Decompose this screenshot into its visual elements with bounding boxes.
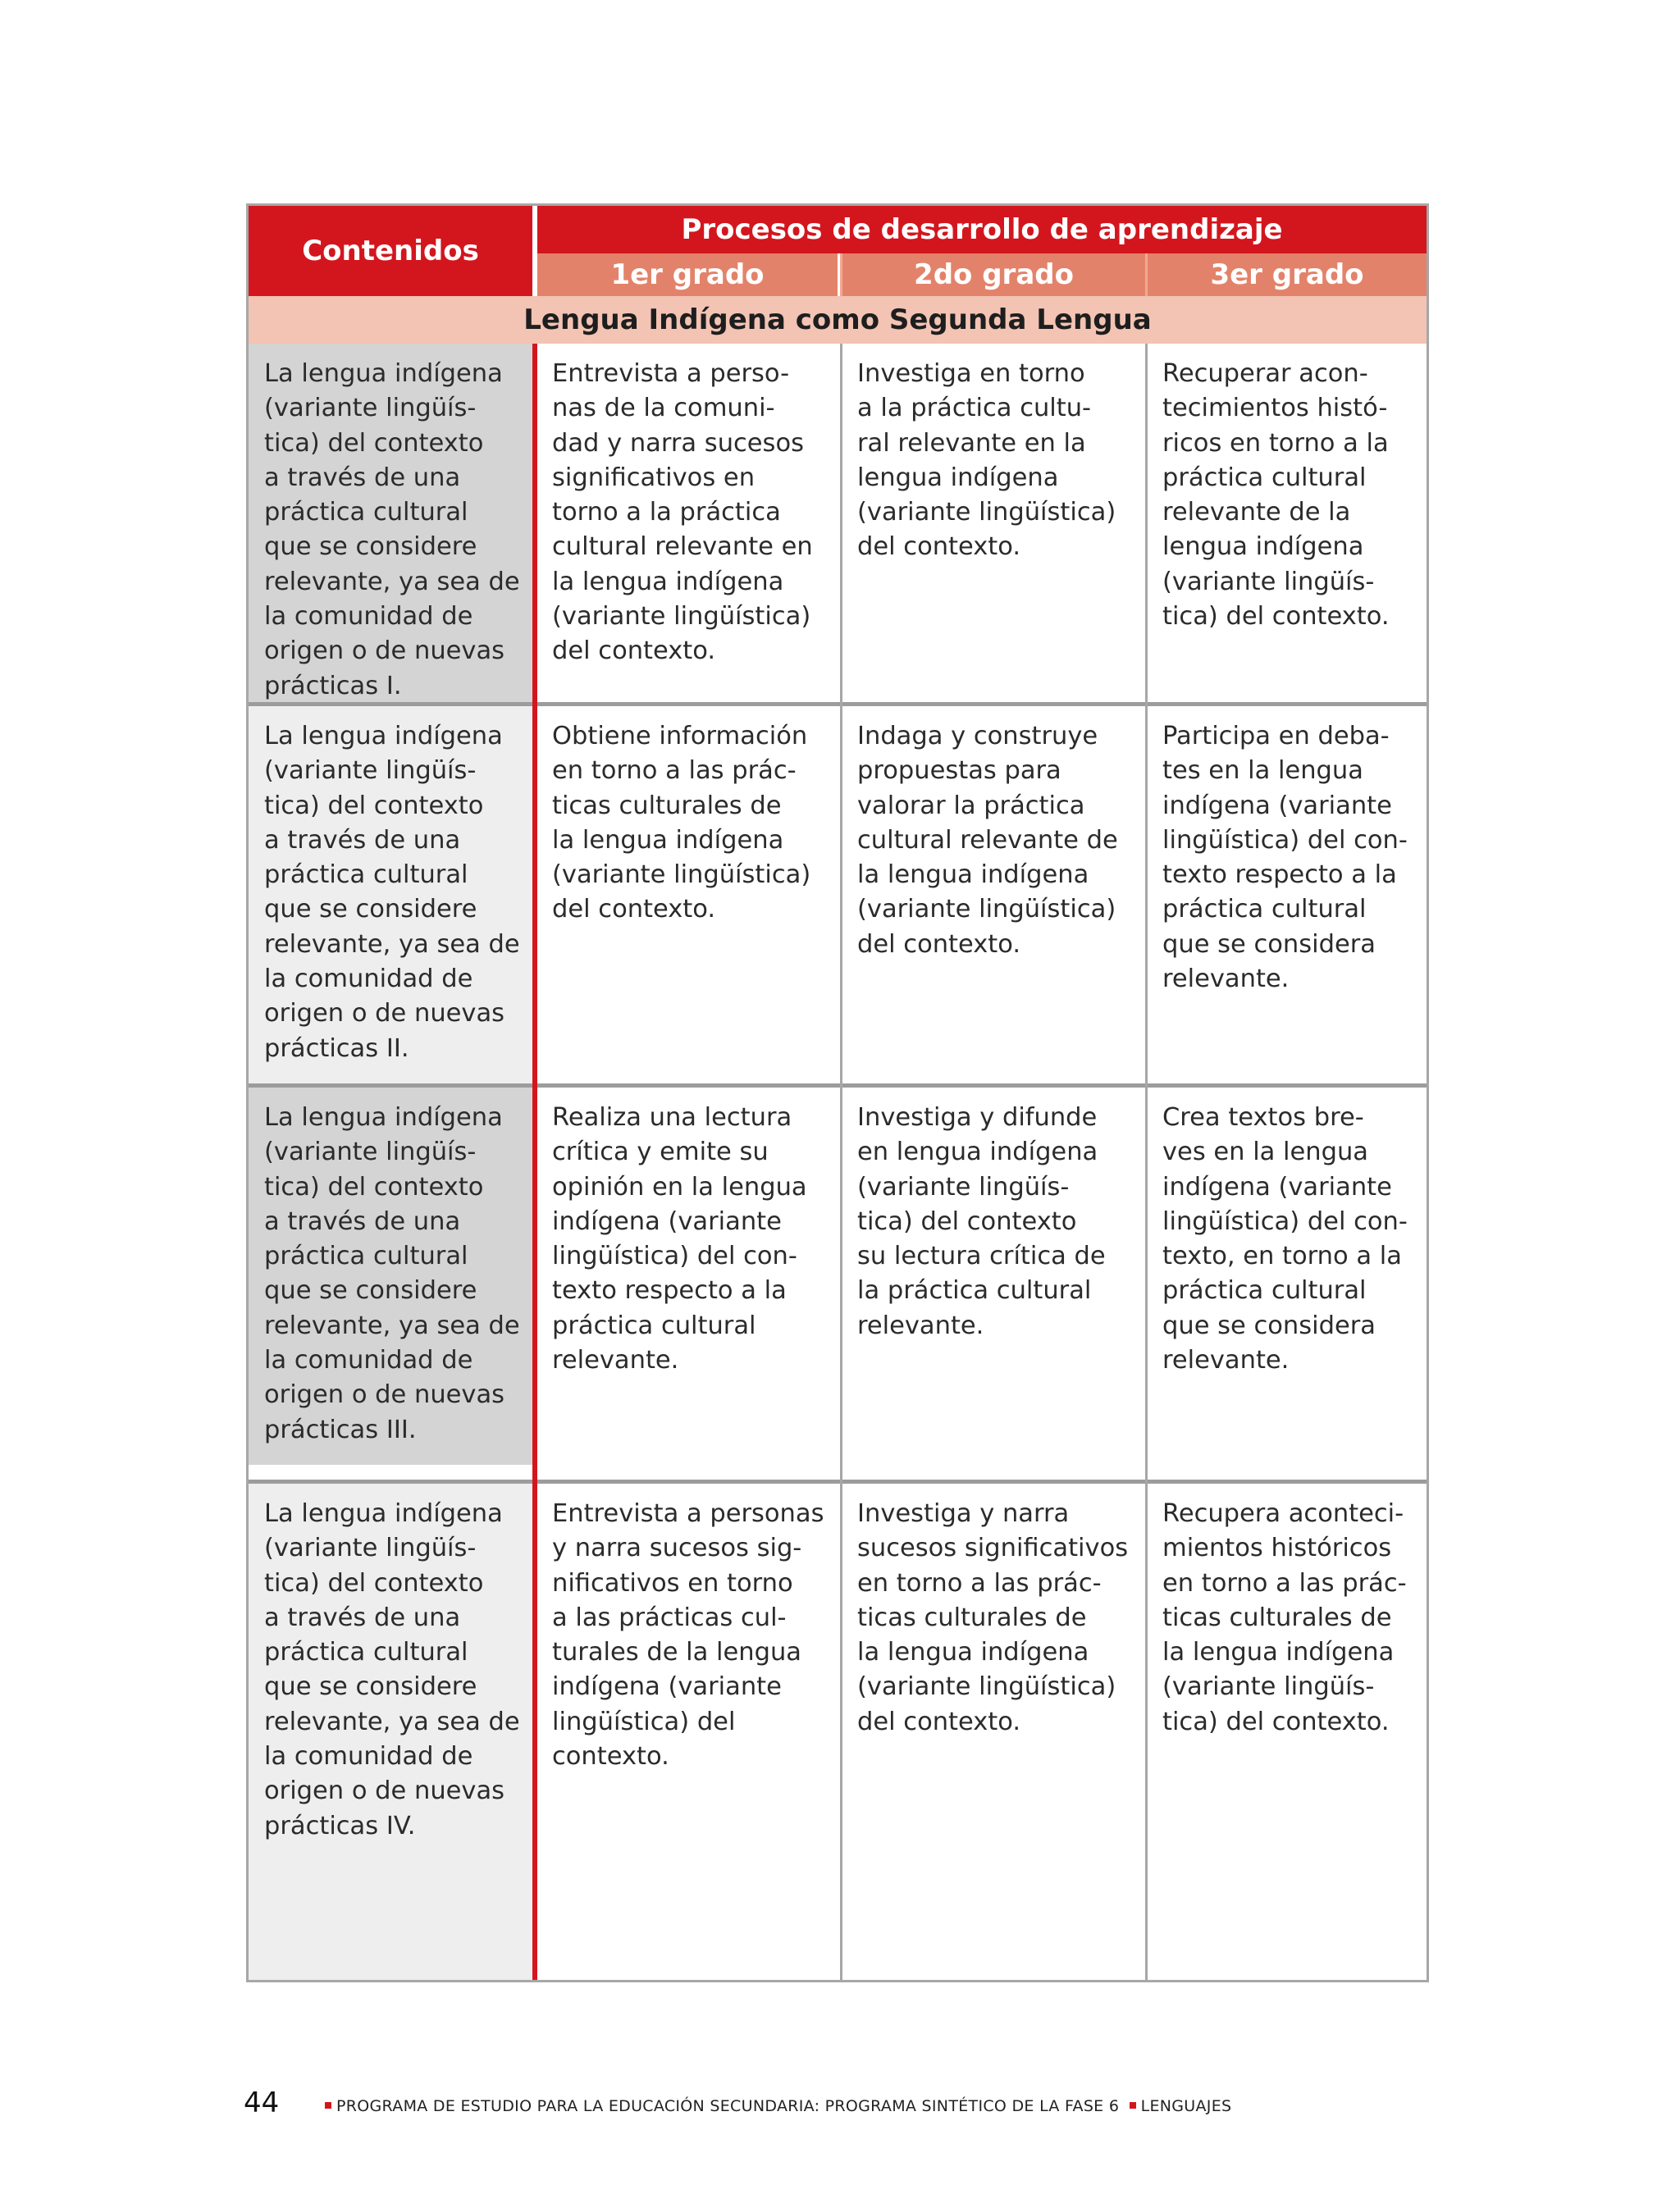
- row-1-grade-1: Entrevista a perso- nas de la comuni- dad y narra sucesos significativos en torno a la práctica cultural relevante en la lengua indígena (variante lingüística) del contexto.: [552, 359, 813, 666]
- row-1-grade-2: Investiga en torno a la práctica cultu- ral relevante en la lengua indígena (variante lingüística) del contexto.: [857, 359, 1116, 562]
- row-2-grade-2: Indaga y construye propuestas para valorar la práctica cultural relevante de la lengua indígena (variante lingüística) del contexto.: [857, 722, 1118, 959]
- header-procesos: Procesos de desarrollo de aprendizaje: [537, 206, 1427, 253]
- row-1-contenido: La lengua indígena (variante lingüís- tica) del contexto a través de una práctica cultural que se considere relevante, ya sea de la comunidad de origen o de nuevas prácticas I.: [249, 344, 532, 723]
- row-4-grade-3: Recupera aconteci- mientos históricos en torno a las prác- ticas culturales de la lengua indígena (variante lingüís- tica) del contexto.: [1162, 1499, 1407, 1736]
- row-2-contenido: La lengua indígena (variante lingüís- tica) del contexto a través de una práctica cultural que se considere relevante, ya sea de la comunidad de origen o de nuevas prácticas II.: [249, 706, 532, 1083]
- row-4-grade-2: Investiga y narra sucesos significativos en torno a las prác- ticas culturales de la lengua indígena (variante lingüística) del contexto.: [857, 1499, 1129, 1736]
- red-square-bullet-icon: [1130, 2102, 1136, 2109]
- footer-subject: LENGUAJES: [1140, 2097, 1232, 2115]
- footer-title: PROGRAMA DE ESTUDIO PARA LA EDUCACIÓN SECUNDARIA: PROGRAMA SINTÉTICO DE LA FASE 6: [336, 2097, 1120, 2115]
- footer-running-title: [325, 2097, 1231, 2115]
- red-square-bullet-icon: [325, 2102, 331, 2109]
- section-title: Lengua Indígena como Segunda Lengua: [249, 296, 1427, 344]
- header-grade-3: 3er grado: [1145, 253, 1427, 296]
- row-2-grade-3: Participa en deba- tes en la lengua indígena (variante lingüística) del con- texto respecto a la práctica cultural que se considera relevante.: [1162, 722, 1408, 994]
- column-divider: [840, 344, 842, 1980]
- contenidos-red-rule: [532, 344, 537, 1980]
- header-grade-2: 2do grado: [840, 253, 1145, 296]
- row-3-contenido: La lengua indígena (variante lingüís- tica) del contexto a través de una práctica cultural que se considere relevante, ya sea de la comunidad de origen o de nuevas prácticas III.: [249, 1088, 532, 1465]
- curriculum-table: [246, 203, 1429, 1982]
- row-2-grade-1: Obtiene información en torno a las prác- ticas culturales de la lengua indígena (variante lingüística) del contexto.: [552, 722, 811, 924]
- row-4-grade-1: Entrevista a personas y narra sucesos sig- nificativos en torno a las prácticas cul- turales de la lengua indígena (variante lingüística) del contexto.: [552, 1499, 824, 1772]
- row-4-contenido: La lengua indígena (variante lingüís- tica) del contexto a través de una práctica cultural que se considere relevante, ya sea de la comunidad de origen o de nuevas prácticas IV.: [249, 1484, 532, 1980]
- row-1-grade-3: Recuperar acon- tecimientos histó- ricos en torno a la práctica cultural relevante de la lengua indígena (variante lingüís- tica) del contexto.: [1162, 359, 1390, 632]
- column-divider: [1145, 344, 1148, 1980]
- page-number: 44: [244, 2087, 280, 2119]
- row-3-grade-1: Realiza una lectura crítica y emite su opinión en la lengua indígena (variante lingüística) del con- texto respecto a la práctica cultural relevante.: [552, 1103, 807, 1375]
- row-3-grade-3: Crea textos bre- ves en la lengua indígena (variante lingüística) del con- texto, en torno a la práctica cultural que se considera relevante.: [1162, 1103, 1408, 1375]
- header-contenidos: Contenidos: [249, 206, 532, 296]
- row-3-grade-2: Investiga y difunde en lengua indígena (variante lingüís- tica) del contexto su lectura crítica de la práctica cultural relevante.: [857, 1103, 1106, 1340]
- header-grade-1: 1er grado: [537, 253, 838, 296]
